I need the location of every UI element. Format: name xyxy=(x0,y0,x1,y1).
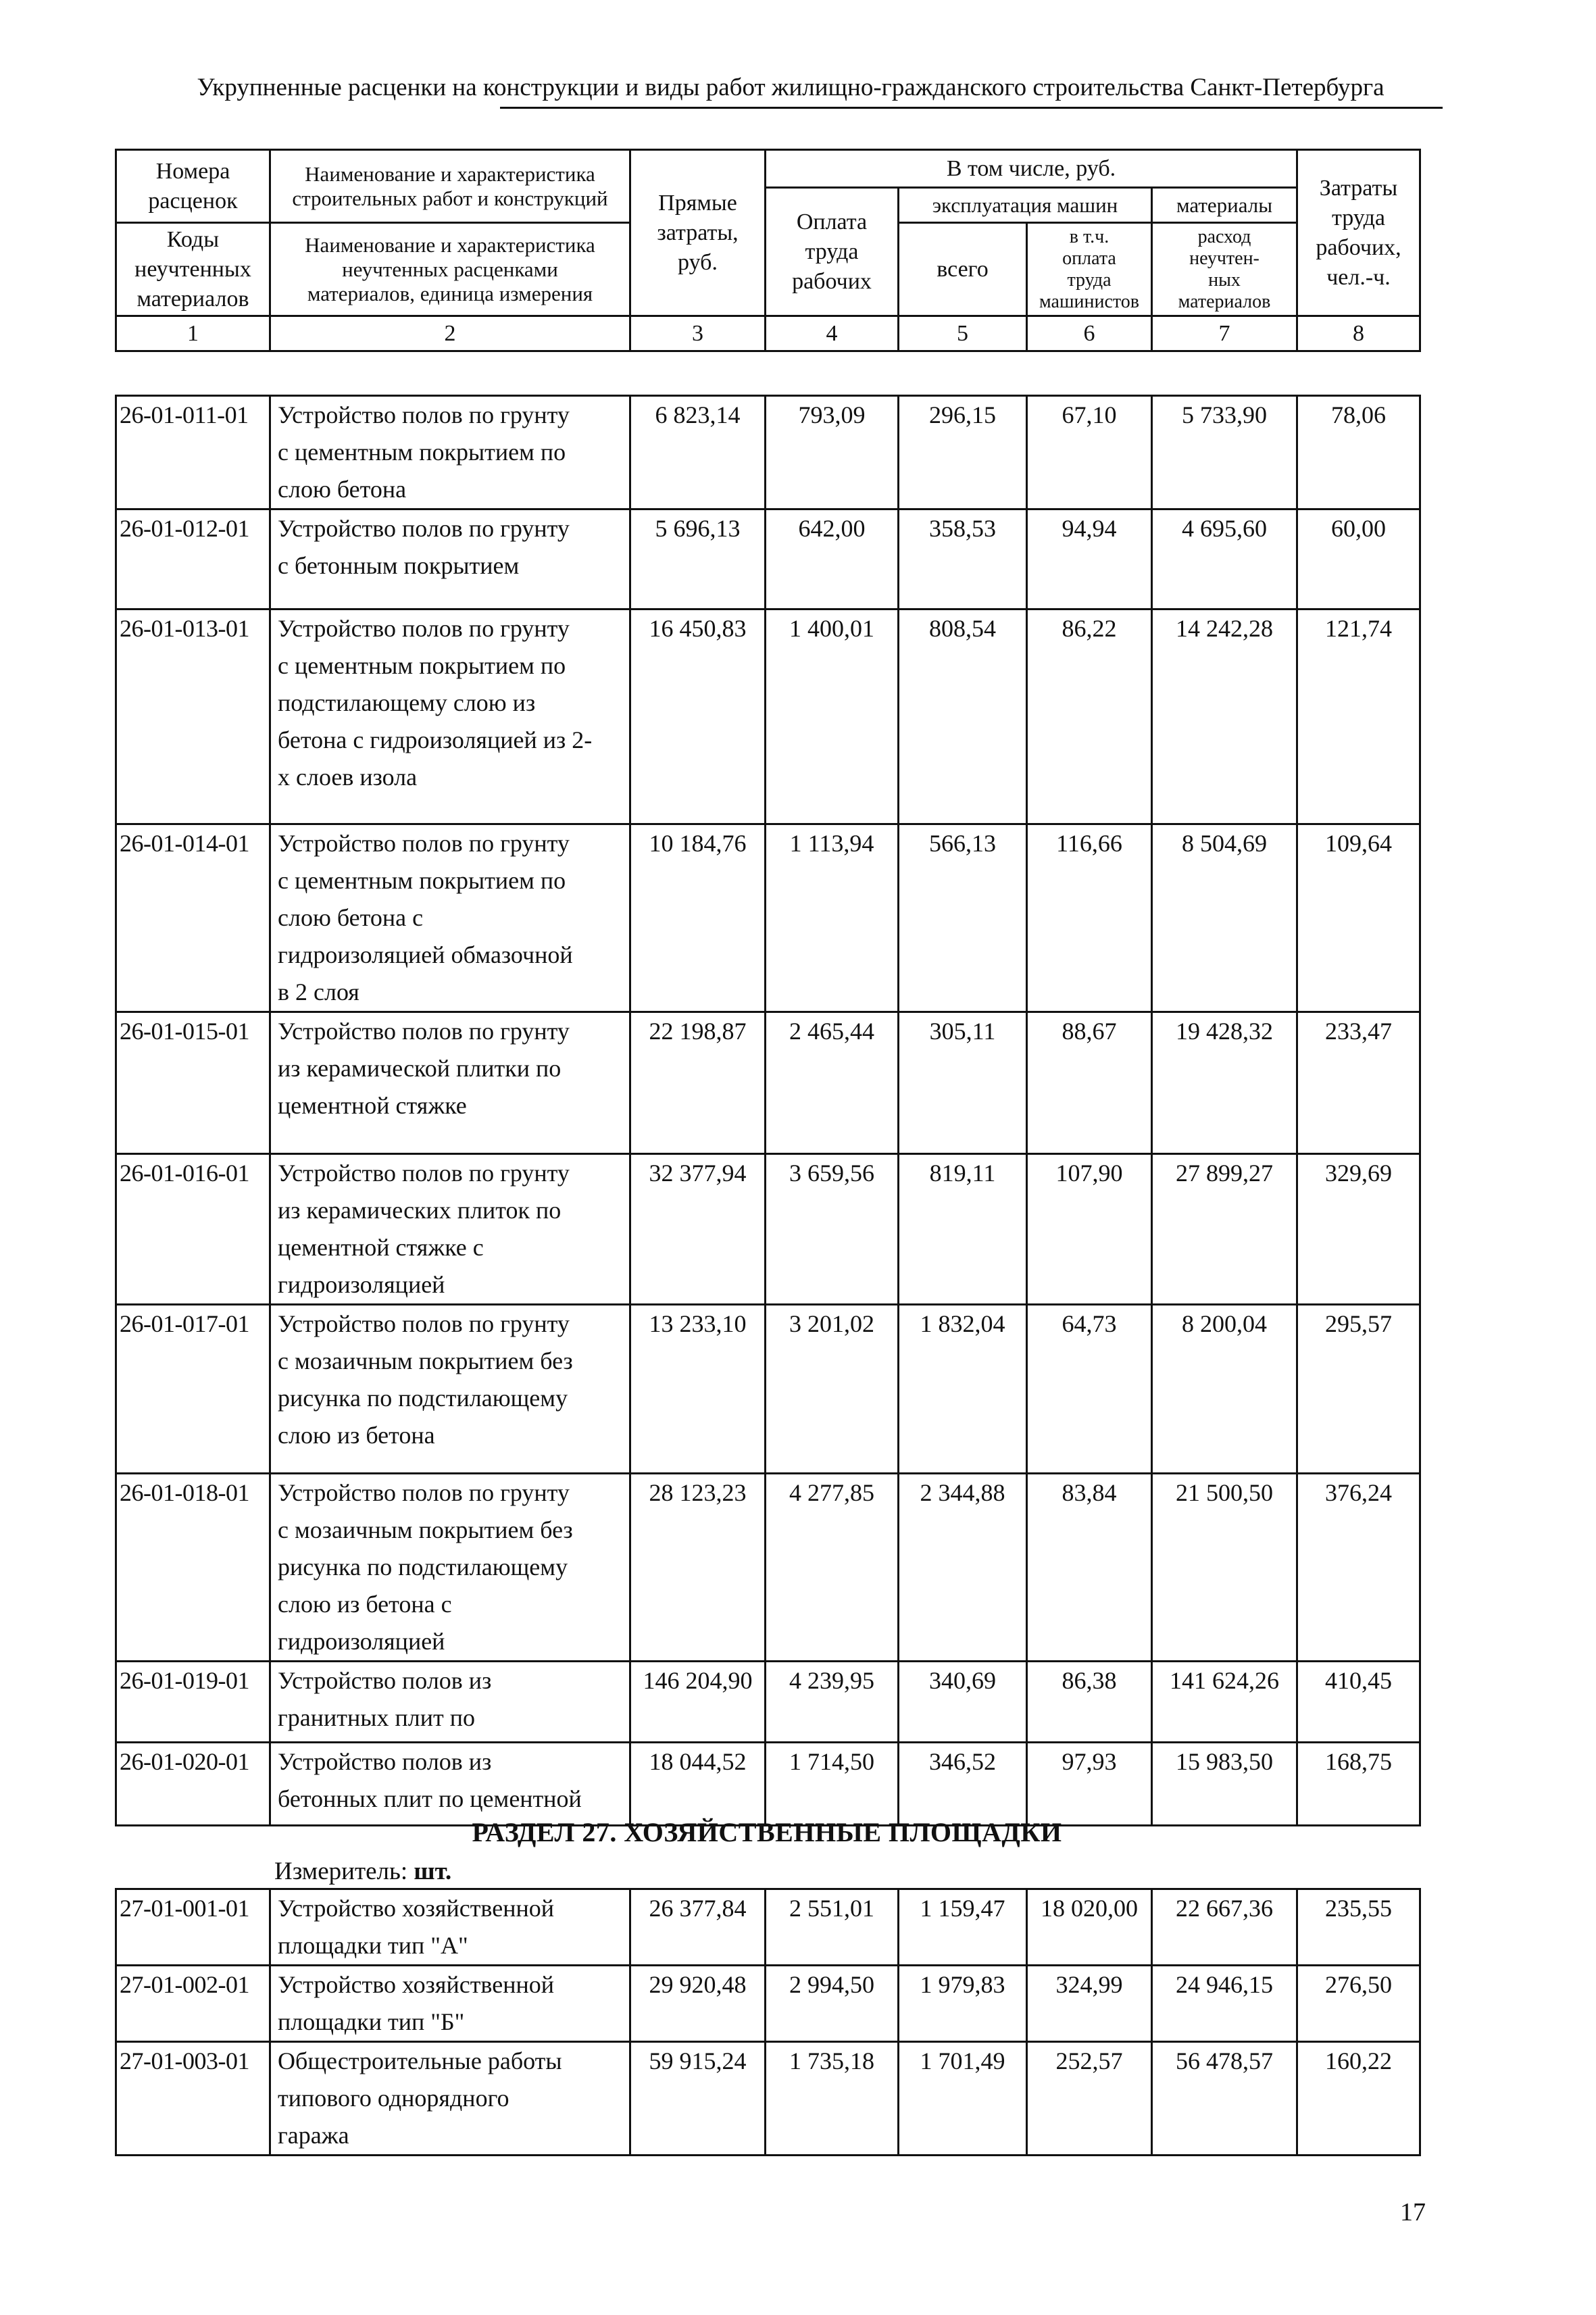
value-direct: 16 450,83 xyxy=(630,609,766,824)
work-name-line: с мозаичным покрытием без xyxy=(278,1347,573,1374)
value-hours: 121,74 xyxy=(1297,609,1420,824)
rate-code: 26-01-016-01 xyxy=(116,1154,270,1305)
value-materials: 21 500,50 xyxy=(1152,1474,1297,1662)
table-row xyxy=(116,824,1420,1012)
header-machinist-pay: в т.ч. оплата труда машинистов xyxy=(1027,223,1152,316)
value-labor: 1 113,94 xyxy=(766,824,899,1012)
work-name xyxy=(270,1966,630,2042)
header-machines: эксплуатация машин xyxy=(899,188,1152,223)
col-number: 3 xyxy=(630,316,766,351)
work-name-line: Устройство полов по грунту xyxy=(278,515,570,542)
value-mach-total: 2 344,88 xyxy=(899,1474,1027,1662)
value-materials: 8 504,69 xyxy=(1152,824,1297,1012)
work-name xyxy=(270,1662,630,1743)
rate-code: 26-01-019-01 xyxy=(116,1662,270,1743)
header-unaccounted-names: Наименование и характеристика неучтенных расценками материалов, единица измерения xyxy=(270,223,630,316)
value-hours: 233,47 xyxy=(1297,1012,1420,1154)
value-direct: 146 204,90 xyxy=(630,1662,766,1743)
work-name-line: гаража xyxy=(278,2122,349,2149)
rate-code: 26-01-012-01 xyxy=(116,509,270,609)
work-name-line: Устройство хозяйственной xyxy=(278,1895,554,1922)
value-materials: 27 899,27 xyxy=(1152,1154,1297,1305)
col-number: 2 xyxy=(270,316,630,351)
work-name xyxy=(270,609,630,824)
table-row xyxy=(116,396,1420,509)
work-name-line: цементной стяжке с xyxy=(278,1234,484,1261)
rate-code: 26-01-011-01 xyxy=(116,396,270,509)
value-hours: 376,24 xyxy=(1297,1474,1420,1662)
work-name xyxy=(270,2042,630,2156)
value-mach-total: 1 832,04 xyxy=(899,1305,1027,1474)
value-labor: 1 714,50 xyxy=(766,1743,899,1826)
value-labor: 4 239,95 xyxy=(766,1662,899,1743)
value-labor: 2 465,44 xyxy=(766,1012,899,1154)
work-name-line: площадки тип "А" xyxy=(278,1932,468,1959)
value-direct: 22 198,87 xyxy=(630,1012,766,1154)
table-row xyxy=(116,609,1420,824)
table-row xyxy=(116,1305,1420,1474)
work-name-line: Устройство полов по грунту xyxy=(278,615,570,642)
work-name-line: Общестроительные работы xyxy=(278,2047,562,2074)
work-name-line: Устройство полов по грунту xyxy=(278,1018,570,1045)
value-hours: 160,22 xyxy=(1297,2042,1420,2156)
value-hours: 295,57 xyxy=(1297,1305,1420,1474)
value-hours: 410,45 xyxy=(1297,1662,1420,1743)
value-materials: 22 667,36 xyxy=(1152,1889,1297,1966)
value-materials: 24 946,15 xyxy=(1152,1966,1297,2042)
work-name-line: бетонных плит по цементной xyxy=(278,1785,582,1812)
page-number: 17 xyxy=(1400,2198,1426,2226)
table-row xyxy=(116,1662,1420,1743)
work-name xyxy=(270,1154,630,1305)
table-row xyxy=(116,1474,1420,1662)
work-name xyxy=(270,396,630,509)
rate-code: 26-01-017-01 xyxy=(116,1305,270,1474)
rate-code: 26-01-015-01 xyxy=(116,1012,270,1154)
value-direct: 13 233,10 xyxy=(630,1305,766,1474)
running-head: Укрупненные расценки на конструкции и виды работ жилищно-гражданского строительства Санкт-Петербурга xyxy=(197,74,1385,101)
value-materials: 14 242,28 xyxy=(1152,609,1297,824)
work-name-line: Устройство полов из xyxy=(278,1667,492,1694)
value-direct: 26 377,84 xyxy=(630,1889,766,1966)
work-name-line: гидроизоляцией xyxy=(278,1271,445,1298)
work-name xyxy=(270,1889,630,1966)
table-row xyxy=(116,1966,1420,2042)
work-name-line: слою из бетона с xyxy=(278,1591,452,1618)
header-labor-hours: Затраты труда рабочих, чел.-ч. xyxy=(1297,150,1420,316)
work-name-line: гранитных плит по xyxy=(278,1704,475,1731)
value-direct: 28 123,23 xyxy=(630,1474,766,1662)
rates-table xyxy=(115,395,1421,1826)
value-mach-labor: 94,94 xyxy=(1027,509,1152,609)
header-group-including: В том числе, руб. xyxy=(766,150,1297,188)
value-mach-total: 296,15 xyxy=(899,396,1027,509)
value-labor: 642,00 xyxy=(766,509,899,609)
work-name-line: подстилающему слою из xyxy=(278,689,536,716)
value-mach-total: 566,13 xyxy=(899,824,1027,1012)
value-mach-labor: 18 020,00 xyxy=(1027,1889,1152,1966)
work-name-line: типового однорядного xyxy=(278,2085,509,2112)
work-name xyxy=(270,509,630,609)
header-materials: материалы xyxy=(1152,188,1297,223)
value-mach-total: 1 979,83 xyxy=(899,1966,1027,2042)
work-name-line: слою из бетона xyxy=(278,1422,435,1449)
value-labor: 793,09 xyxy=(766,396,899,509)
header-machines-total: всего xyxy=(899,223,1027,316)
value-mach-labor: 83,84 xyxy=(1027,1474,1152,1662)
table-row xyxy=(116,1012,1420,1154)
value-mach-labor: 107,90 xyxy=(1027,1154,1152,1305)
value-direct: 29 920,48 xyxy=(630,1966,766,2042)
work-name-line: из керамической плитки по xyxy=(278,1055,562,1082)
work-name-line: Устройство полов по грунту xyxy=(278,1479,570,1506)
rate-code: 27-01-002-01 xyxy=(116,1966,270,2042)
value-mach-total: 358,53 xyxy=(899,509,1027,609)
value-materials: 141 624,26 xyxy=(1152,1662,1297,1743)
work-name-line: Устройство полов по грунту xyxy=(278,1160,570,1187)
work-name-line: Устройство хозяйственной xyxy=(278,1971,554,1998)
value-mach-total: 1 701,49 xyxy=(899,2042,1027,2156)
value-hours: 78,06 xyxy=(1297,396,1420,509)
value-hours: 60,00 xyxy=(1297,509,1420,609)
header-rate-numbers: Номера расценок xyxy=(116,150,270,223)
value-mach-total: 346,52 xyxy=(899,1743,1027,1826)
value-direct: 32 377,94 xyxy=(630,1154,766,1305)
value-labor: 4 277,85 xyxy=(766,1474,899,1662)
work-name-line: с цементным покрытием по xyxy=(278,652,566,679)
work-name-line: слою бетона с xyxy=(278,904,424,931)
work-name-line: в 2 слоя xyxy=(278,978,359,1005)
running-head-rule xyxy=(500,107,1443,109)
work-name-line: слою бетона xyxy=(278,476,407,503)
value-mach-total: 305,11 xyxy=(899,1012,1027,1154)
work-name-line: из керамических плиток по xyxy=(278,1197,562,1224)
value-mach-labor: 86,38 xyxy=(1027,1662,1152,1743)
value-materials: 5 733,90 xyxy=(1152,396,1297,509)
work-name-line: площадки тип "Б" xyxy=(278,2008,465,2035)
value-direct: 6 823,14 xyxy=(630,396,766,509)
work-name-line: гидроизоляцией обмазочной xyxy=(278,941,573,968)
rate-code: 26-01-020-01 xyxy=(116,1743,270,1826)
value-labor: 1 400,01 xyxy=(766,609,899,824)
header-unaccounted-codes: Коды неучтенных материалов xyxy=(116,223,270,316)
rate-code: 26-01-013-01 xyxy=(116,609,270,824)
column-header-table xyxy=(115,149,1421,352)
value-direct: 5 696,13 xyxy=(630,509,766,609)
work-name-line: бетона с гидроизоляцией из 2- xyxy=(278,726,593,753)
value-labor: 3 201,02 xyxy=(766,1305,899,1474)
table-row xyxy=(116,509,1420,609)
measure-unit: шт. xyxy=(414,1858,452,1885)
col-number: 8 xyxy=(1297,316,1420,351)
table-row xyxy=(116,1154,1420,1305)
value-mach-labor: 97,93 xyxy=(1027,1743,1152,1826)
section-rates-table xyxy=(115,1888,1421,2156)
header-work-name: Наименование и характеристика строительных работ и конструкций xyxy=(270,150,630,223)
header-direct-costs: Прямые затраты, руб. xyxy=(630,150,766,316)
work-name xyxy=(270,1474,630,1662)
work-name-line: гидроизоляцией xyxy=(278,1628,445,1655)
work-name-line: с мозаичным покрытием без xyxy=(278,1516,573,1543)
value-mach-labor: 88,67 xyxy=(1027,1012,1152,1154)
table-row xyxy=(116,2042,1420,2156)
col-number: 1 xyxy=(116,316,270,351)
work-name-line: с цементным покрытием по xyxy=(278,867,566,894)
value-direct: 18 044,52 xyxy=(630,1743,766,1826)
value-labor: 3 659,56 xyxy=(766,1154,899,1305)
value-materials: 4 695,60 xyxy=(1152,509,1297,609)
work-name xyxy=(270,1012,630,1154)
value-direct: 10 184,76 xyxy=(630,824,766,1012)
work-name-line: с цементным покрытием по xyxy=(278,439,566,466)
measure-line: Измеритель: шт. xyxy=(274,1858,452,1885)
value-materials: 56 478,57 xyxy=(1152,2042,1297,2156)
value-mach-total: 1 159,47 xyxy=(899,1889,1027,1966)
rate-code: 26-01-014-01 xyxy=(116,824,270,1012)
work-name-line: х слоев изола xyxy=(278,764,418,791)
rate-code: 27-01-003-01 xyxy=(116,2042,270,2156)
value-materials: 15 983,50 xyxy=(1152,1743,1297,1826)
value-hours: 329,69 xyxy=(1297,1154,1420,1305)
value-labor: 1 735,18 xyxy=(766,2042,899,2156)
value-labor: 2 551,01 xyxy=(766,1889,899,1966)
work-name-line: рисунка по подстилающему xyxy=(278,1385,568,1412)
work-name-line: Устройство полов по грунту xyxy=(278,401,570,428)
section-title: РАЗДЕЛ 27. ХОЗЯЙСТВЕННЫЕ ПЛОЩАДКИ xyxy=(472,1817,1062,1847)
rate-code: 26-01-018-01 xyxy=(116,1474,270,1662)
work-name-line: Устройство полов по грунту xyxy=(278,830,570,857)
value-mach-labor: 252,57 xyxy=(1027,2042,1152,2156)
value-mach-labor: 324,99 xyxy=(1027,1966,1152,2042)
value-materials: 8 200,04 xyxy=(1152,1305,1297,1474)
work-name-line: Устройство полов из xyxy=(278,1748,492,1775)
table-row xyxy=(116,1743,1420,1826)
value-hours: 235,55 xyxy=(1297,1889,1420,1966)
value-materials: 19 428,32 xyxy=(1152,1012,1297,1154)
value-hours: 109,64 xyxy=(1297,824,1420,1012)
col-number: 7 xyxy=(1152,316,1297,351)
value-mach-labor: 86,22 xyxy=(1027,609,1152,824)
value-labor: 2 994,50 xyxy=(766,1966,899,2042)
value-mach-total: 340,69 xyxy=(899,1662,1027,1743)
table-row xyxy=(116,1889,1420,1966)
value-hours: 276,50 xyxy=(1297,1966,1420,2042)
header-unaccounted-materials: расход неучтен- ных материалов xyxy=(1152,223,1297,316)
rate-code: 27-01-001-01 xyxy=(116,1889,270,1966)
work-name xyxy=(270,1743,630,1826)
work-name-line: Устройство полов по грунту xyxy=(278,1310,570,1337)
work-name xyxy=(270,1305,630,1474)
work-name-line: цементной стяжке xyxy=(278,1092,467,1119)
value-direct: 59 915,24 xyxy=(630,2042,766,2156)
header-worker-pay: Оплата труда рабочих xyxy=(766,188,899,316)
col-number: 6 xyxy=(1027,316,1152,351)
col-number: 5 xyxy=(899,316,1027,351)
value-mach-labor: 67,10 xyxy=(1027,396,1152,509)
col-number: 4 xyxy=(766,316,899,351)
value-hours: 168,75 xyxy=(1297,1743,1420,1826)
work-name-line: с бетонным покрытием xyxy=(278,552,520,579)
value-mach-labor: 116,66 xyxy=(1027,824,1152,1012)
work-name xyxy=(270,824,630,1012)
value-mach-labor: 64,73 xyxy=(1027,1305,1152,1474)
work-name-line: рисунка по подстилающему xyxy=(278,1553,568,1580)
value-mach-total: 808,54 xyxy=(899,609,1027,824)
value-mach-total: 819,11 xyxy=(899,1154,1027,1305)
